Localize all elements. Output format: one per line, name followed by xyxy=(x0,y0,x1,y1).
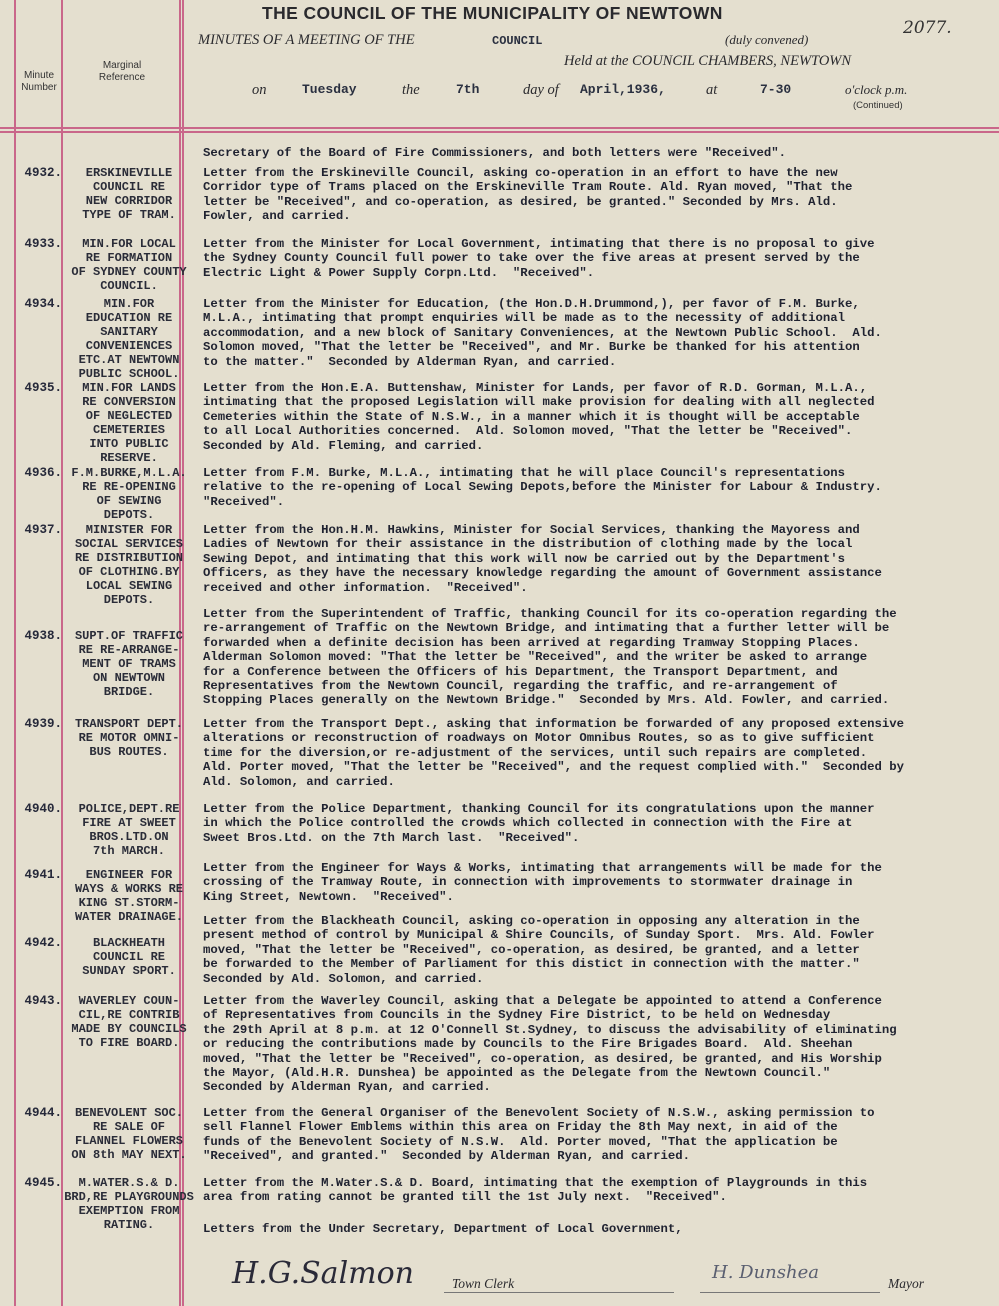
page-title: THE COUNCIL OF THE MUNICIPALITY OF NEWTOWN xyxy=(262,3,723,23)
mayor-label: Mayor xyxy=(888,1276,924,1291)
marginal-reference: ERSKINEVILLE COUNCIL RE NEW CORRIDOR TYPE OF TRAM. xyxy=(82,166,176,223)
minute-text: Letter from the Blackheath Council, asking co-operation in opposing any alteration in the present method of control by Municipal & Shire Councils, of Sunday Sport. Mrs. Ald. Fowler moved, "That the letter be "Received", co-operation, as desired, be granted, and a letter be forwarded to the Member of Parliament for this distict in connection with the matter." Seconded by Ald. Solomon, and carried. xyxy=(203,914,875,986)
minute-text: Letter from the Engineer for Ways & Works, intimating that arrangements will be made for the crossing of the Tramway Route, in connection with improvements to stormwater drainage in King Street, Newtown. "Received". xyxy=(203,861,882,904)
minute-text: Letter from the Superintendent of Traffic, thanking Council for its co-operation regarding the re-arrangement of Traffic on the Newtown Bridge, and intimating that a further letter will be forwarded when a definite decision has been arrived at regarding Tramway Stopping Places. Alderman Solomon moved: "That the letter be "Received", and the writer be asked to arrange for a Conference between the Officers of his Department, the Transport Department, and Representatives from the Newtown Council, regarding the traffic, and re-arrangement of Stopping Places generally on the Newtown Bridge." Seconded by Mrs. Ald. Fowler, and carried. xyxy=(203,607,897,708)
day-of-label: day of xyxy=(523,82,559,98)
minute-text: Letter from the Waverley Council, asking that a Delegate be appointed to attend a Conference of Representatives from Councils in the Sydney Fire District, to be held on Wednesday the 29th April at 8 p.m. at 12 O'Connell St.Sydney, to discuss the advisability of eliminating or reducing the contributions made by Councils to the Fire Brigades Board. Ald. Sheehan moved, "That the letter be "Received", co-operation, as desired, be granted, and His Worship the Mayor, (Ald.H.R. Dunshea) be appointed as the Delegate from the Newtown Council." Seconded by Alderman Ryan, and carried. xyxy=(203,994,897,1095)
marginal-reference: POLICE,DEPT.RE FIRE AT SWEET BROS.LTD.ON 7th MARCH. xyxy=(78,802,180,859)
minute-text: Letter from the Minister for Education, (the Hon.D.H.Drummond,), per favor of F.M. Burke, M.L.A., intimating that prompt enquiries will be made as to the necessity of additional accommodation, and a new block of Sanitary Conveniences, at the Newtown Public School. Ald. Solomon moved, "That the letter be "Received", and Mr. Burke be thanked for his attention to the matter." Seconded by Alderman Ryan, and carried. xyxy=(203,297,882,369)
minute-text: Letter from the Police Department, thanking Council for its congratulations upon the manner in which the Police controlled the crowds which collected in connection with the Fire at Sweet Bros.Ltd. on the 7th March last. "Received". xyxy=(203,802,875,845)
minute-text: Letter from the Minister for Local Government, intimating that there is no proposal to give the Sydney County Council full power to take over the five areas at present served by the Electric Light & Power Supply Corpn.Ltd. "Received". xyxy=(203,237,875,280)
minute-number: 4936. xyxy=(24,466,62,480)
minute-number: 4943. xyxy=(24,994,62,1008)
day: 7th xyxy=(456,82,480,97)
marginal-reference: F.M.BURKE,M.L.A. RE RE-OPENING OF SEWING DEPOTS. xyxy=(71,466,187,523)
continued-label: (Continued) xyxy=(853,100,903,111)
page-number: 2077. xyxy=(903,18,952,38)
minute-number: 4934. xyxy=(24,297,62,311)
minute-number: 4935. xyxy=(24,381,62,395)
marginal-reference-label: Marginal Reference xyxy=(98,60,146,83)
marginal-reference: ENGINEER FOR WAYS & WORKS RE KING ST.STORM- WATER DRAINAGE. xyxy=(74,868,184,925)
council-type: COUNCIL xyxy=(492,34,543,48)
minute-text: Letter from F.M. Burke, M.L.A., intimating that he will place Council's representations relative to the re-opening of Local Sewing Depots,before the Minister for Labour & Industry. "Received". xyxy=(203,466,882,509)
signature-line xyxy=(700,1292,880,1293)
minute-text: Letter from the M.Water.S.& D. Board, intimating that the exemption of Playgrounds in this area from rating cannot be granted till the 1st July next. "Received". xyxy=(203,1176,868,1205)
marginal-reference: SUPT.OF TRAFFIC RE RE-ARRANGE- MENT OF TRAMS ON NEWTOWN BRIDGE. xyxy=(74,629,184,700)
minute-number: 4937. xyxy=(24,523,62,537)
marginal-reference: MIN.FOR EDUCATION RE SANITARY CONVENIENCES ETC.AT NEWTOWN PUBLIC SCHOOL. xyxy=(78,297,180,382)
town-clerk-signature: H.G.Salmon xyxy=(232,1256,414,1291)
minutes-of-label: MINUTES OF A MEETING OF THE xyxy=(198,32,415,48)
marginal-reference: MINISTER FOR SOCIAL SERVICES RE DISTRIBUTION OF CLOTHING.BY LOCAL SEWING DEPOTS. xyxy=(74,523,184,608)
minute-text: Letter from the Erskineville Council, asking co-operation in an effort to have the new Corridor type of Trams placed on the Erskineville Tram Route. Ald. Ryan moved, "That the letter be "Received", and co-operation, as desired, be granted." Seconded by Mrs. Ald. Fowler, and carried. xyxy=(203,166,853,224)
the-label: the xyxy=(402,82,420,98)
minute-text: Letter from the General Organiser of the Benevolent Society of N.S.W., asking permission to sell Flannel Flower Emblems within this area on Friday the 8th May next, in aid of the funds of the Benevolent Society of N.S.W. Ald. Porter moved, "That the application be "Received", and granted." Seconded by Alderman Ryan, and carried. xyxy=(203,1106,875,1164)
ruled-line xyxy=(0,131,999,133)
minute-number-label: Minute Number xyxy=(21,70,57,93)
oclock-label: o'clock p.m. xyxy=(845,82,908,97)
minute-number: 4938. xyxy=(24,629,62,643)
month-year: April,1936, xyxy=(580,82,666,97)
on-label: on xyxy=(252,82,267,98)
town-clerk-label: Town Clerk xyxy=(452,1276,515,1291)
marginal-reference: MIN.FOR LOCAL RE FORMATION OF SYDNEY COUNTY COUNCIL. xyxy=(71,237,187,294)
at-label: at xyxy=(706,82,718,98)
closing-text: Letters from the Under Secretary, Department of Local Government, xyxy=(203,1222,683,1236)
marginal-reference: M.WATER.S.& D. BRD,RE PLAYGROUNDS EXEMPTION FROM RATING. xyxy=(64,1176,194,1233)
marginal-reference: BENEVOLENT SOC. RE SALE OF FLANNEL FLOWERS ON 8th MAY NEXT. xyxy=(71,1106,187,1163)
minute-number: 4944. xyxy=(24,1106,62,1120)
minute-text: Letter from the Hon.H.M. Hawkins, Minister for Social Services, thanking the Mayoress and Ladies of Newtown for their assistance in the distribution of clothing made by the local Sewing Depot, and intimating that this work will now be carried out by the Department's Officers, as they have the necessary knowledge regarding the amount of Government assistance received and other information. "Received". xyxy=(203,523,882,595)
minute-number: 4932. xyxy=(24,166,62,180)
minute-number: 4945. xyxy=(24,1176,62,1190)
marginal-reference: MIN.FOR LANDS RE CONVERSION OF NEGLECTED CEMETERIES INTO PUBLIC RESERVE. xyxy=(82,381,176,466)
minute-number: 4939. xyxy=(24,717,62,731)
minute-number: 4941. xyxy=(24,868,62,882)
marginal-reference: BLACKHEATH COUNCIL RE SUNDAY SPORT. xyxy=(82,936,176,979)
time: 7-30 xyxy=(760,82,792,97)
marginal-reference: WAVERLEY COUN- CIL,RE CONTRIB MADE BY COUNCILS TO FIRE BOARD. xyxy=(71,994,187,1051)
duly-convened-label: (duly convened) xyxy=(725,32,809,47)
marginal-reference: TRANSPORT DEPT. RE MOTOR OMNI- BUS ROUTES. xyxy=(74,717,184,760)
mayor-signature: H. Dunshea xyxy=(712,1262,819,1283)
weekday: Tuesday xyxy=(302,82,357,97)
minute-text: Letter from the Hon.E.A. Buttenshaw, Minister for Lands, per favor of R.D. Gorman, M.L.A., intimating that the proposed Legislation will make provision for dealing with all neglected Cemeteries within the State of N.S.W., in a manner which it is thought will be acceptable to all Local Authorities concerned. Ald. Solomon moved, "That the letter be "Received". Seconded by Ald. Fleming, and carried. xyxy=(203,381,875,453)
held-at-label: Held at the COUNCIL CHAMBERS, NEWTOWN xyxy=(564,53,852,69)
minute-text: Letter from the Transport Dept., asking that information be forwarded of any proposed extensive alterations or reconstruction of roadways on Motor Omnibus Routes, so as to give sufficient time for the diversion,or re-adjustment of the services, until such repairs are completed. Ald. Porter moved, "That the letter be "Received", and the request complied with." Seconded by Ald. Solomon, and carried. xyxy=(203,717,905,789)
minute-number: 4933. xyxy=(24,237,62,251)
signature-line xyxy=(444,1292,674,1293)
ruled-line xyxy=(0,127,999,129)
minute-number: 4940. xyxy=(24,802,62,816)
intro-text: Secretary of the Board of Fire Commissioners, and both letters were "Received". xyxy=(203,146,786,160)
minute-number: 4942. xyxy=(24,936,62,950)
